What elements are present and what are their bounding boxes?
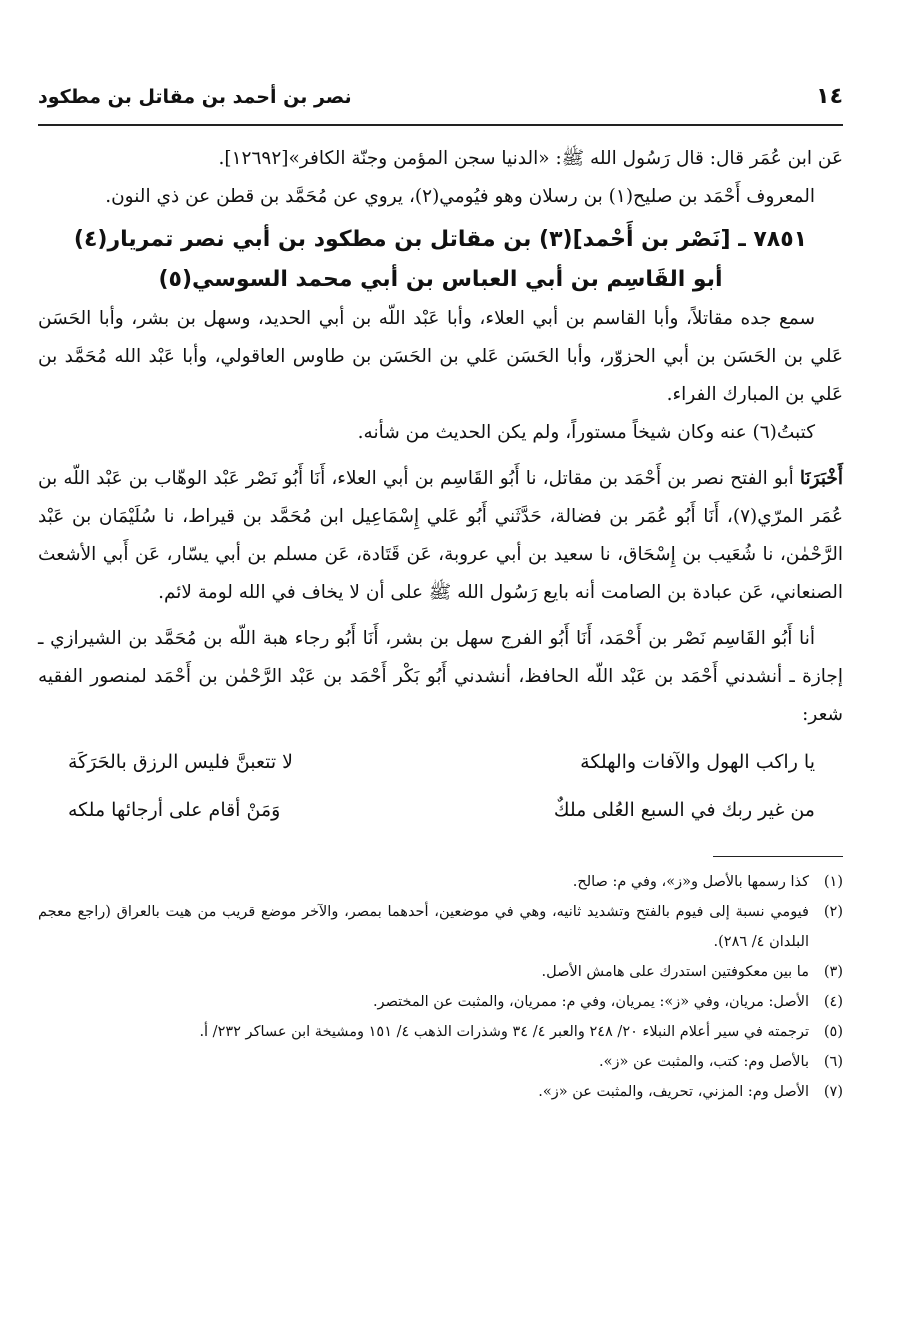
footnote [38, 987, 843, 1017]
page-header [38, 80, 843, 126]
footnote [38, 867, 843, 897]
poem-verse [38, 786, 843, 834]
footnote-number: (٣) [823, 964, 843, 980]
footnote-number: (٤) [823, 994, 843, 1010]
paragraph-hadith: عَن ابن عُمَر قال: قال رَسُول الله ﷺ: «الدنيا سجن المؤمن وجنّة الكافر»[١٢٦٩٢]. [218, 148, 843, 169]
footnotes [38, 867, 843, 1107]
footnote [38, 1047, 843, 1077]
footnote-number: (٦) [823, 1054, 843, 1070]
footnote-text: ترجمته في سير أعلام النبلاء ٢٠/ ٢٤٨ والعبر ٤/ ٣٤ وشذرات الذهب ٤/ ١٥١ ومشيخة ابن عساكر ٢٣٢/ أ. [199, 1024, 809, 1040]
paragraph-note: كتبتُ(٦) عنه وكان شيخاً مستوراً، ولم يكن الحديث من شأنه. [357, 422, 815, 443]
footnote-number: (٥) [823, 1024, 843, 1040]
running-title: نصر بن أحمد بن مقاتل بن مطكود [38, 86, 352, 108]
book-page [38, 80, 843, 1107]
akhbarana-lead: أَخْبَرَنَا [799, 468, 843, 489]
footnote [38, 957, 843, 987]
footnote-text: فيومي نسبة إلى فيوم بالفتح وتشديد ثانيه، وهي في موضعين، أحدهما بمصر، والآخر موضع قريب من هيت بالعراق (راجع معجم البلدان ٤/ ٢٨٦). [38, 904, 809, 950]
footnote [38, 1077, 843, 1107]
footnote-number: (٢) [823, 904, 843, 920]
footnote-text: الأصل وم: المزني، تحريف، والمثبت عن «ز». [538, 1084, 809, 1100]
paragraph-isnad-2: أنا أَبُو القَاسِم نَصْر بن أَحْمَد، أَنَا أَبُو الفرج سهل بن بشر، أَنَا أَبُو رجاء هبة اللّه بن مُحَمَّد بن الشيرازي ـ إجازة ـ أنشدني أَحْمَد بن عَبْد اللّه الحافظ، أنشدني أَبُو بَكْر أَحْمَد بن عَبْد الرَّحْمٰن بن أَحْمَد لمنصور الفقيه شعر: [38, 628, 843, 725]
footnote-divider [713, 856, 843, 857]
paragraph-biography-prev: المعروف أَحْمَد بن صليح(١) بن رسلان وهو فيُومي(٢)، يروي عن مُحَمَّد بن قطن عن ذي النون. [105, 186, 815, 207]
footnote-number: (٧) [823, 1084, 843, 1100]
main-text [38, 126, 843, 834]
page-number: ١٤ [816, 84, 843, 109]
poem-hemistich-first: من غير ربك في السبع العُلى ملكٌ [553, 799, 815, 821]
footnote-text: ما بين معكوفتين استدرك على هامش الأصل. [541, 964, 809, 980]
poem-verse [38, 738, 843, 786]
poem-hemistich-second: لا تتعبنَّ فليس الرزق بالحَرَكَة [68, 751, 294, 773]
paragraph-teachers: سمع جده مقاتلاً، وأبا القاسم بن أبي العلاء، وأبا عَبْد اللّه بن أبي الحديد، وسهل بن بشر، وأبا الحَسَن عَلي بن الحَسَن بن أبي الحزوّر، وأبا الحَسَن عَلي بن الحَسَن بن طاوس العاقولي، وأبا عَبْد الله مُحَمَّد بن عَلي بن المبارك الفراء. [38, 308, 843, 405]
footnote-text: كذا رسمها بالأصل و«ز»، وفي م: صالح. [572, 874, 809, 890]
paragraph-isnad-1 [38, 460, 843, 612]
footnote-text: الأصل: مريان، وفي «ز»: يمريان، وفي م: ممريان، والمثبت عن المختصر. [372, 994, 809, 1010]
isnad-1-text: أبو الفتح نصر بن أَحْمَد بن مقاتل، نا أَبُو القَاسِم بن أبي العلاء، أَنَا أَبُو نَصْر عَبْد الوهّاب بن عَبْد اللّه بن عُمَر المرّي(٧)، أَنَا أَبُو عُمَر بن فضالة، حَدَّثَني أَبُو عَلي إِسْمَاعِيل ابن مُحَمَّد بن قيراط، نا سُلَيْمَان بن عَبْد الرَّحْمٰن، نا شُعَيب بن إِسْحَاق، نا سعيد بن أبي عروبة، عَن قَتَادة، عَن مسلم بن أبي يسّار، عَن أَبي الأشعث الصنعاني، عَن عبادة بن الصامت أنه بايع رَسُول الله ﷺ على أن لا يخاف في الله لومة لائم. [38, 468, 843, 603]
footnote-number: (١) [823, 874, 843, 890]
footnote [38, 897, 843, 957]
poem [38, 738, 843, 834]
poem-hemistich-first: يا راكب الهول والآفات والهلكة [580, 751, 815, 773]
poem-hemistich-second: وَمَنْ أقام على أرجائها ملكه [68, 799, 281, 821]
entry-title-line-2: أبو القَاسِم بن أبي العباس بن أبي محمد السوسي(٥) [158, 267, 723, 292]
footnote [38, 1017, 843, 1047]
entry-title-line-1: ٧٨٥١ ـ [نَصْر بن أَحْمد](٣) بن مقاتل بن مطكود بن أبي نصر تمريار(٤) [73, 227, 808, 252]
footnote-text: بالأصل وم: كتب، والمثبت عن «ز». [599, 1054, 809, 1070]
entry-title [38, 220, 843, 300]
